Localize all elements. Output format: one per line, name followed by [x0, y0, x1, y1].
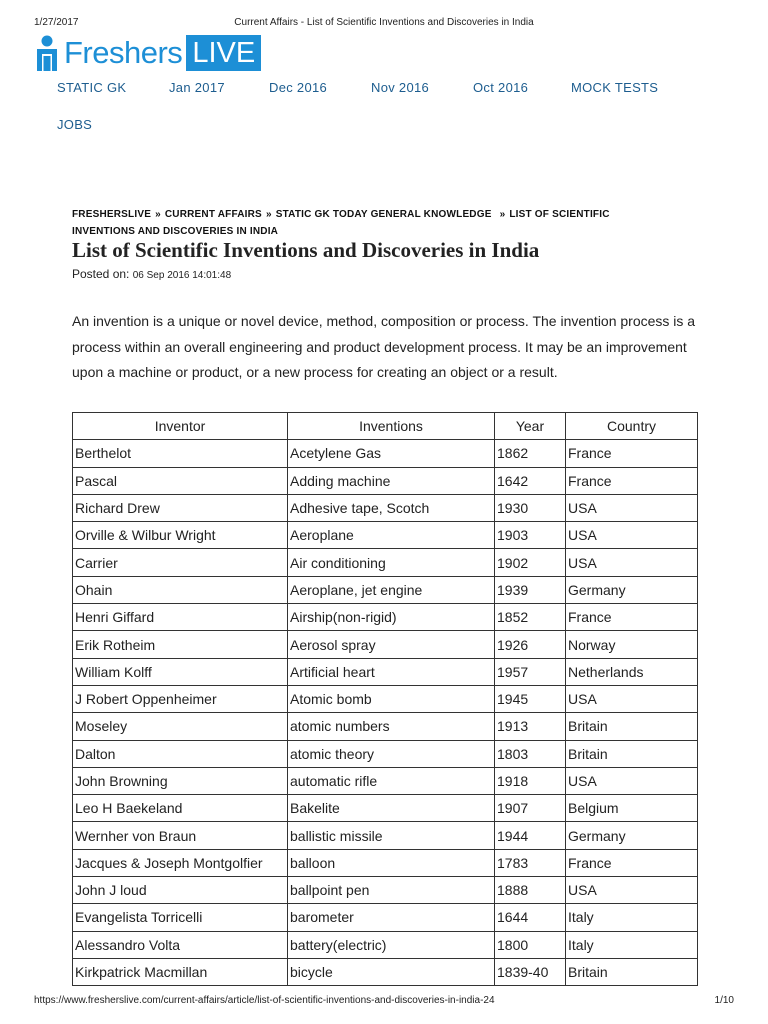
table-row [73, 522, 698, 549]
year-cell: 1852 [495, 604, 566, 631]
table-row [73, 631, 698, 658]
invention-cell: ballistic missile [288, 822, 495, 849]
year-cell: 1902 [495, 549, 566, 576]
country-cell: Norway [566, 631, 698, 658]
year-cell: 1957 [495, 658, 566, 685]
inventor-cell: Richard Drew [73, 494, 288, 521]
inventor-cell: Leo H Baekeland [73, 795, 288, 822]
country-cell: Britain [566, 713, 698, 740]
table-row [73, 877, 698, 904]
table-row [73, 849, 698, 876]
table-row [73, 604, 698, 631]
table-row [73, 740, 698, 767]
country-cell: France [566, 467, 698, 494]
invention-cell: Bakelite [288, 795, 495, 822]
print-url: https://www.fresherslive.com/current-affairs/article/list-of-scientific-inventions-and-discoveries-in-india-24 [34, 995, 495, 1006]
page-number: 1/10 [714, 995, 734, 1006]
country-cell: USA [566, 877, 698, 904]
breadcrumb-static-gk[interactable]: STATIC GK TODAY GENERAL KNOWLEDGE [275, 209, 492, 220]
country-cell: USA [566, 549, 698, 576]
logo-wordmark: Freshers [64, 35, 183, 70]
inventor-cell: J Robert Oppenheimer [73, 685, 288, 712]
site-logo[interactable] [36, 33, 261, 73]
country-cell: USA [566, 685, 698, 712]
breadcrumb-separator: » [265, 209, 272, 220]
inventor-cell: Carrier [73, 549, 288, 576]
print-header [0, 17, 768, 31]
year-cell: 1939 [495, 576, 566, 603]
breadcrumb-current-affairs[interactable]: CURRENT AFFAIRS [164, 209, 262, 220]
invention-cell: battery(electric) [288, 931, 495, 958]
year-cell: 1783 [495, 849, 566, 876]
invention-cell: ballpoint pen [288, 877, 495, 904]
country-cell: Belgium [566, 795, 698, 822]
inventor-cell: Berthelot [73, 440, 288, 467]
print-title: Current Affairs - List of Scientific Inventions and Discoveries in India [234, 17, 534, 28]
table-row [73, 685, 698, 712]
country-cell: USA [566, 522, 698, 549]
country-cell: Germany [566, 576, 698, 603]
invention-cell: Airship(non-rigid) [288, 604, 495, 631]
year-cell: 1945 [495, 685, 566, 712]
posted-info [72, 267, 231, 281]
table-body [73, 440, 698, 986]
nav-dec-2016[interactable]: Dec 2016 [269, 80, 328, 95]
year-cell: 1913 [495, 713, 566, 740]
inventor-cell: John Browning [73, 767, 288, 794]
invention-cell: Air conditioning [288, 549, 495, 576]
table-row [73, 822, 698, 849]
table-row [73, 467, 698, 494]
table-header-row [73, 413, 698, 440]
page-title: List of Scientific Inventions and Discoveries in India [72, 238, 540, 262]
header-year: Year [495, 413, 566, 440]
year-cell: 1903 [495, 522, 566, 549]
invention-cell: Aeroplane, jet engine [288, 576, 495, 603]
country-cell: France [566, 604, 698, 631]
table-row [73, 576, 698, 603]
nav-jobs[interactable]: JOBS [57, 117, 93, 132]
country-cell: Britain [566, 958, 698, 985]
invention-cell: bicycle [288, 958, 495, 985]
header-inventor: Inventor [73, 413, 288, 440]
breadcrumb-separator: » [499, 209, 506, 220]
country-cell: Germany [566, 822, 698, 849]
invention-cell: barometer [288, 904, 495, 931]
year-cell: 1926 [495, 631, 566, 658]
print-footer [0, 995, 768, 1009]
country-cell: Italy [566, 931, 698, 958]
invention-cell: Artificial heart [288, 658, 495, 685]
invention-cell: Acetylene Gas [288, 440, 495, 467]
year-cell: 1862 [495, 440, 566, 467]
table-row [73, 549, 698, 576]
invention-cell: Aeroplane [288, 522, 495, 549]
year-cell: 1644 [495, 904, 566, 931]
country-cell: Britain [566, 740, 698, 767]
inventor-cell: Orville & Wilbur Wright [73, 522, 288, 549]
inventor-cell: Wernher von Braun [73, 822, 288, 849]
invention-cell: Aerosol spray [288, 631, 495, 658]
year-cell: 1918 [495, 767, 566, 794]
nav-jan-2017[interactable]: Jan 2017 [169, 80, 225, 95]
posted-label: Posted on: [72, 267, 130, 281]
print-date: 1/27/2017 [34, 17, 79, 28]
year-cell: 1888 [495, 877, 566, 904]
inventor-cell: William Kolff [73, 658, 288, 685]
table-row [73, 795, 698, 822]
country-cell: USA [566, 494, 698, 521]
nav-nov-2016[interactable]: Nov 2016 [371, 80, 430, 95]
invention-cell: Atomic bomb [288, 685, 495, 712]
inventor-cell: Henri Giffard [73, 604, 288, 631]
year-cell: 1907 [495, 795, 566, 822]
table-row [73, 713, 698, 740]
inventor-cell: Evangelista Torricelli [73, 904, 288, 931]
inventor-cell: Erik Rotheim [73, 631, 288, 658]
nav-oct-2016[interactable]: Oct 2016 [473, 80, 529, 95]
article-intro: An invention is a unique or novel device, method, composition or process. The invention process is a process within an overall engineering and product development process. It may be an improvement upon a machine or product, or a new process for creating an object or a result. [72, 313, 696, 380]
invention-cell: atomic numbers [288, 713, 495, 740]
inventor-cell: Dalton [73, 740, 288, 767]
country-cell: France [566, 849, 698, 876]
invention-cell: Adding machine [288, 467, 495, 494]
breadcrumb-fresherslive[interactable]: FRESHERSLIVE [72, 209, 152, 220]
year-cell: 1944 [495, 822, 566, 849]
breadcrumb-separator: » [155, 209, 161, 220]
invention-cell: atomic theory [288, 740, 495, 767]
inventions-table [72, 412, 698, 986]
breadcrumb [72, 206, 662, 240]
header-country: Country [566, 413, 698, 440]
year-cell: 1839-40 [495, 958, 566, 985]
table-row [73, 931, 698, 958]
inventor-cell: Pascal [73, 467, 288, 494]
country-cell: Netherlands [566, 658, 698, 685]
year-cell: 1800 [495, 931, 566, 958]
country-cell: USA [566, 767, 698, 794]
logo-live-badge: LIVE [186, 35, 261, 71]
posted-date: 06 Sep 2016 14:01:48 [132, 270, 232, 281]
country-cell: Italy [566, 904, 698, 931]
nav-static-gk[interactable]: STATIC GK [57, 80, 127, 95]
breadcrumb-current-page: LIST OF SCIENTIFIC INVENTIONS AND DISCOVERIES IN INDIA [72, 209, 610, 237]
header-inventions: Inventions [288, 413, 495, 440]
table-row [73, 904, 698, 931]
table-row [73, 958, 698, 985]
year-cell: 1803 [495, 740, 566, 767]
inventor-cell: Moseley [73, 713, 288, 740]
inventor-cell: Ohain [73, 576, 288, 603]
table-row [73, 440, 698, 467]
country-cell: France [566, 440, 698, 467]
year-cell: 1642 [495, 467, 566, 494]
table-row [73, 494, 698, 521]
invention-cell: automatic rifle [288, 767, 495, 794]
nav-mock-tests[interactable]: MOCK TESTS [571, 80, 659, 95]
inventor-cell: Jacques & Joseph Montgolfier [73, 849, 288, 876]
year-cell: 1930 [495, 494, 566, 521]
inventor-cell: John J loud [73, 877, 288, 904]
invention-cell: balloon [288, 849, 495, 876]
freshers-logo-icon [36, 34, 58, 72]
inventor-cell: Alessandro Volta [73, 931, 288, 958]
invention-cell: Adhesive tape, Scotch [288, 494, 495, 521]
inventor-cell: Kirkpatrick Macmillan [73, 958, 288, 985]
table-row [73, 658, 698, 685]
table-row [73, 767, 698, 794]
